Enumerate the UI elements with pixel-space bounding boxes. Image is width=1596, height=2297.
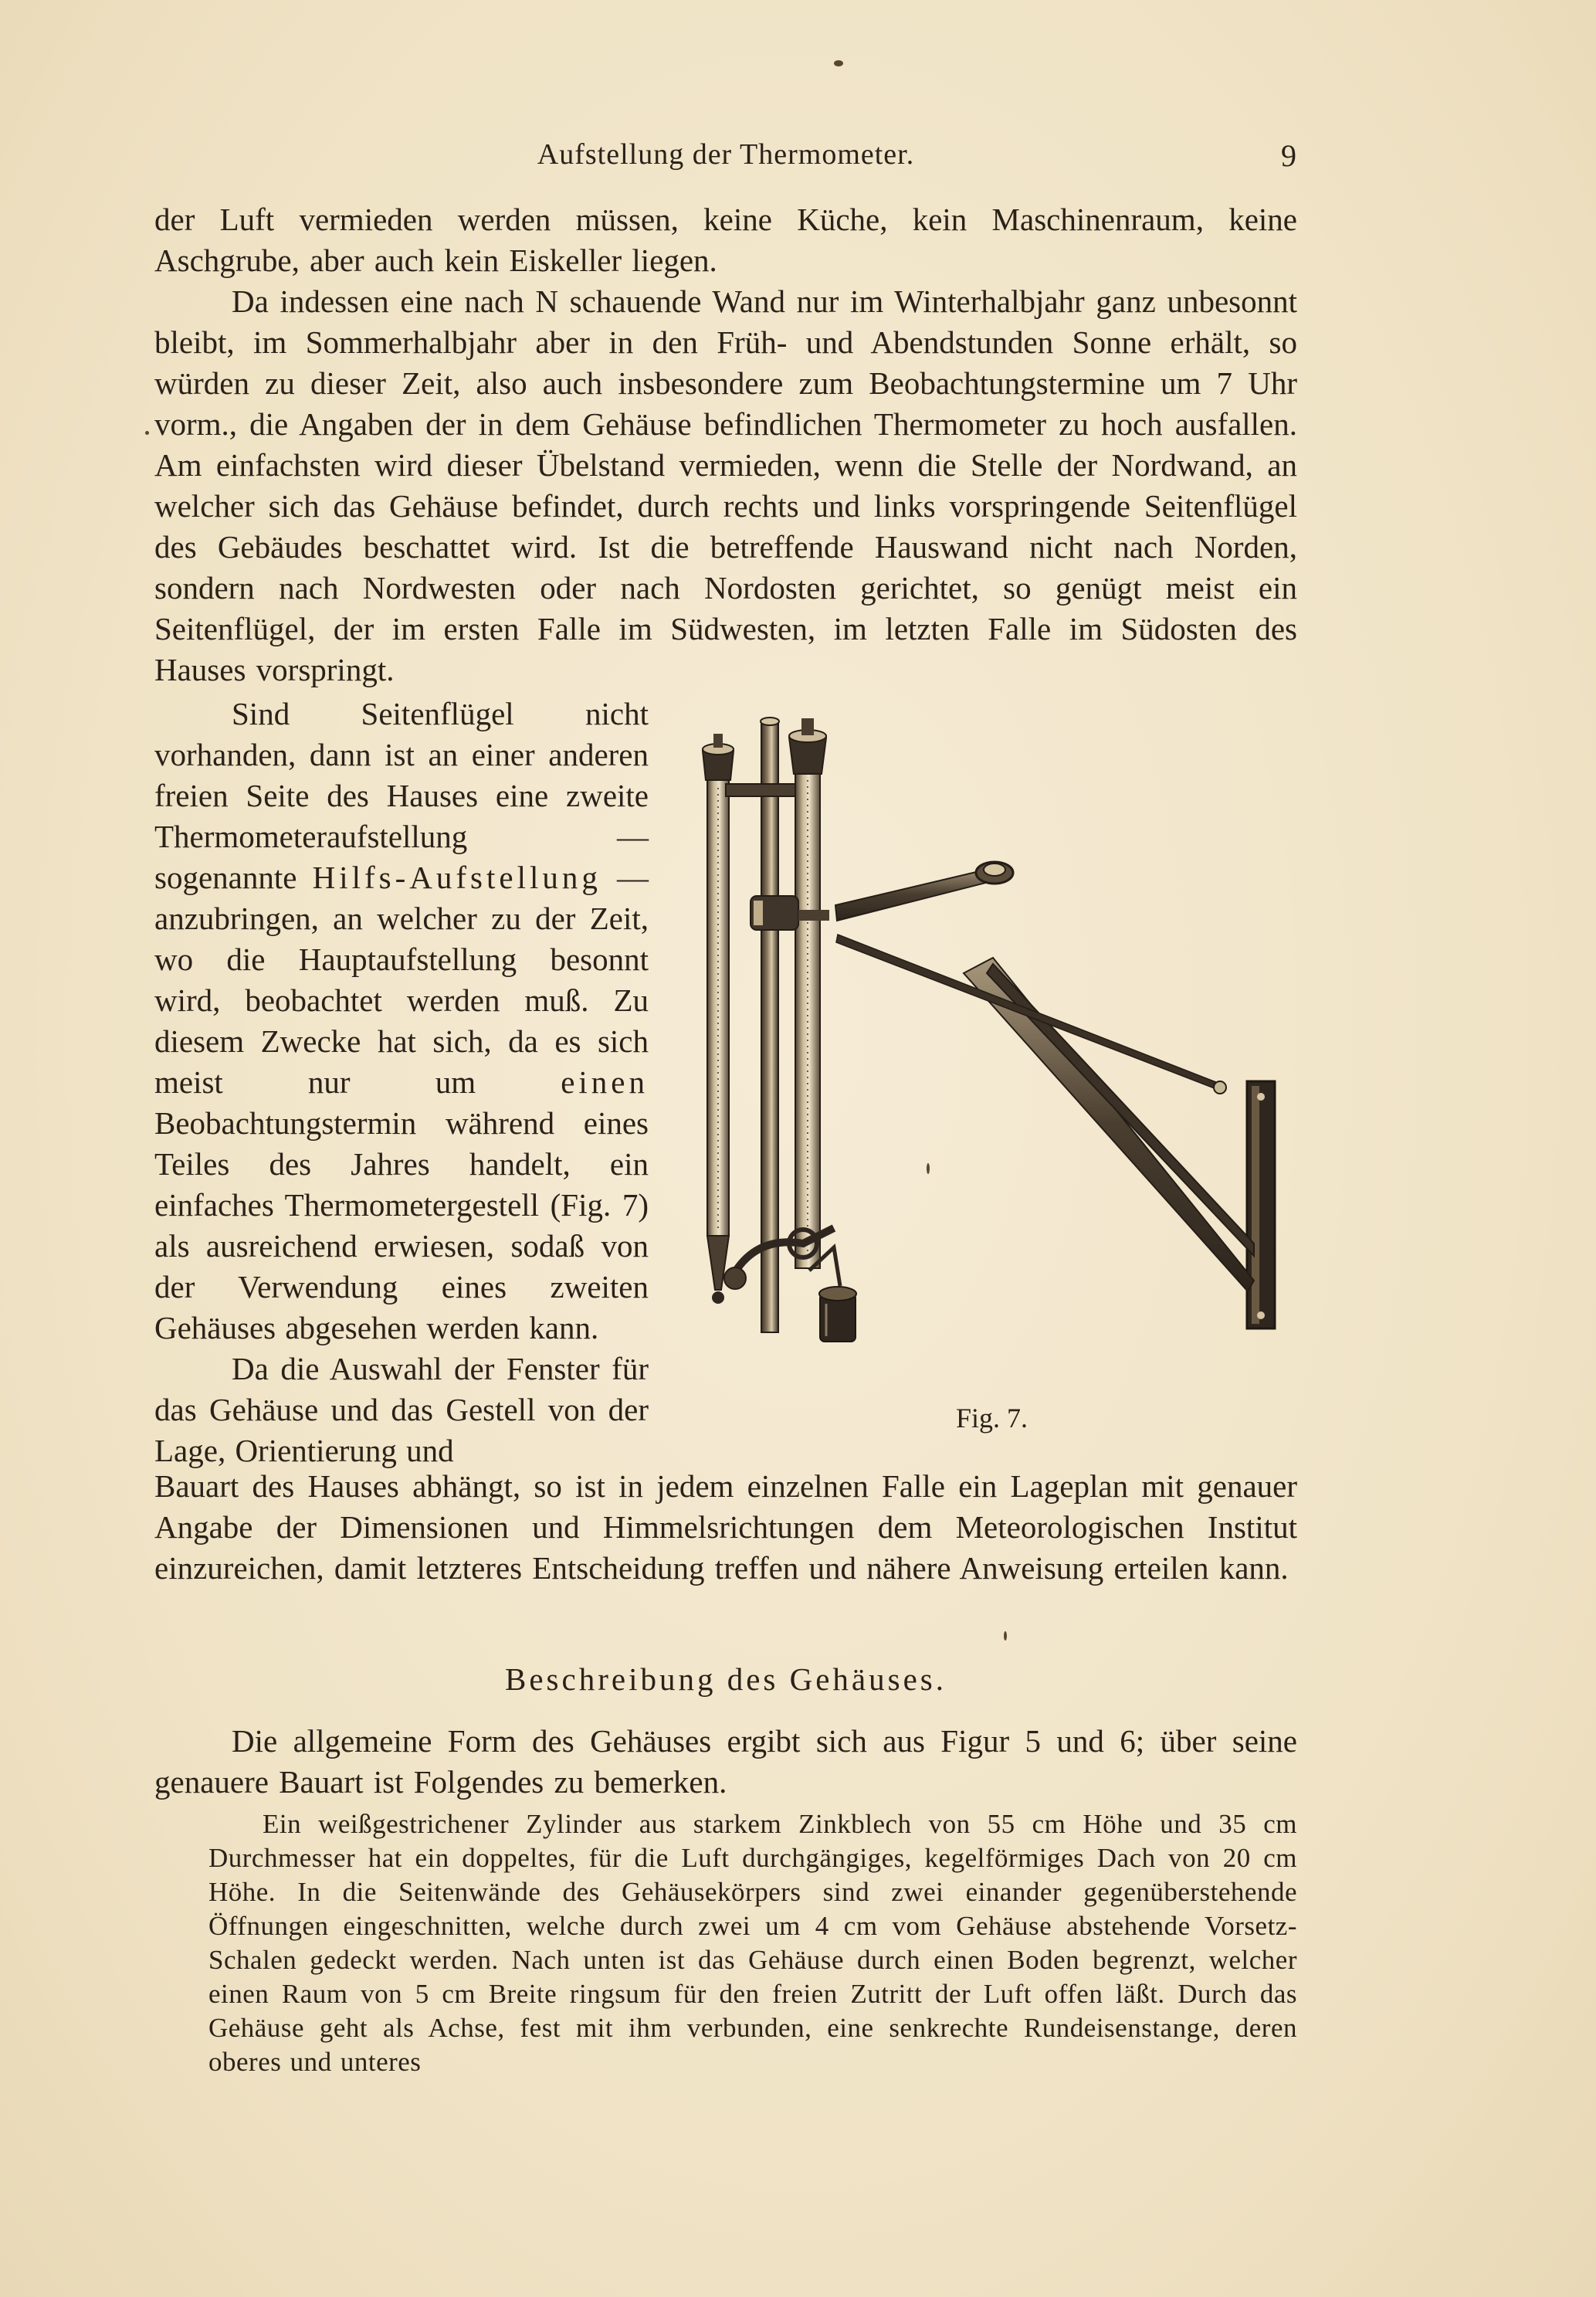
small-print-block [208, 1807, 1297, 2079]
running-title: Aufstellung der Thermometer. [537, 138, 915, 171]
text-segment: — anzubringen, an welcher zu der Zeit, wo die Hauptaufstellung besonnt wird, beobachtet werden muß. Zu diesem Zwecke hat sich, da es sich meist nur um [154, 860, 649, 1100]
paragraph-section-intro: Die allgemeine Form des Gehäuses ergibt sich aus Figur 5 und 6; über seine genauere Bauart ist Folgendes zu bemerken. [154, 1723, 1297, 1800]
section-heading: Beschreibung des Gehäuses. [505, 1661, 947, 1697]
spaced-term: Hilfs-Aufstellung [312, 860, 601, 895]
paragraph-small-print: Ein weißgestrichener Zylinder aus starkem Zinkblech von 55 cm Höhe und 35 cm Durchmesser hat ein doppeltes, für die Luft durchgängiges, kegelförmiges Dach von 20 cm Höhe. In die Seitenwände des Gehäusekörpers sind zwei einander gegenüberstehende Öffnungen eingeschnitten, welche durch zwei um 4 cm vom Gehäuse abstehende Vorsetz-Schalen gedeckt werden. Nach unten ist das Gehäuse durch einen Boden begrenzt, welcher einen Raum von 5 cm Breite ringsum für den freien Zutritt der Luft offen läßt. Durch das Gehäuse geht als Achse, fest mit ihm verbunden, eine senkrechte Rundeisenstange, deren oberes und unteres [208, 1809, 1297, 2077]
continuation-block [154, 1466, 1297, 1589]
ink-speck [927, 1163, 930, 1174]
spaced-term: einen [561, 1064, 649, 1100]
text-segment: Beobachtungstermin während eines Teiles des Jahres handelt, ein einfaches Thermometergestell (Fig. 7) als ausreichend erwiesen, sodaß von der Verwendung eines zweiten Gehäuses abgesehen werden kann. [154, 1105, 649, 1345]
running-head [154, 137, 1297, 179]
figure-caption: Fig. 7. [956, 1403, 1028, 1434]
thermometer-frame-illustration [679, 703, 1297, 1437]
wrap-text-column [154, 694, 649, 1471]
section-intro-block [154, 1721, 1297, 1803]
ink-speck [145, 431, 149, 435]
page-number: 9 [1281, 138, 1297, 173]
paragraph-window-selection: Da die Auswahl der Fenster für das Gehäuse und das Gestell von der Lage, Orientierung und [154, 1351, 649, 1468]
text-segment: Sind Seitenflügel nicht vorhanden, dann ist an einer anderen freien Seite des Hauses eine zweite Thermometeraufstellung — sogenannte [154, 696, 649, 895]
top-text-block [154, 199, 1297, 690]
paragraph-continued: der Luft vermieden werden müssen, keine Küche, kein Maschinenraum, keine Aschgrube, aber auch kein Eiskeller liegen. [154, 202, 1297, 278]
ink-speck [834, 60, 843, 66]
ink-speck [1004, 1631, 1007, 1640]
paragraph-continuation: Bauart des Hauses abhängt, so ist in jedem einzelnen Falle ein Lageplan mit genauer Angabe der Dimensionen und Himmelsrichtungen dem Meteorologischen Institut einzureichen, damit letzteres Entscheidung treffen und nähere Anweisung erteilen kann. [154, 1468, 1297, 1586]
paragraph-auxiliary-setup [154, 694, 649, 1349]
paragraph-north-wall: Da indessen eine nach N schauende Wand nur im Winterhalbjahr ganz unbesonnt bleibt, im Sommerhalbjahr aber in den Früh- und Abendstunden Sonne erhält, so würden zu dieser Zeit, also auch insbesondere zum Beobachtungstermine um 7 Uhr vorm., die Angaben der in dem Gehäuse befindlichen Thermometer zu hoch ausfallen. Am einfachsten wird dieser Übelstand vermieden, wenn die Stelle der Nordwand, an welcher sich das Gehäuse befindet, durch rechts und links vorspringende Seitenflügel des Gebäudes beschattet wird. Ist die betreffende Hauswand nicht nach Norden, sondern nach Nordwesten oder nach Nordosten gerichtet, so genügt meist ein Seitenflügel, der im ersten Falle im Südwesten, im letzten Falle im Südosten des Hauses vorspringt. [154, 283, 1297, 687]
